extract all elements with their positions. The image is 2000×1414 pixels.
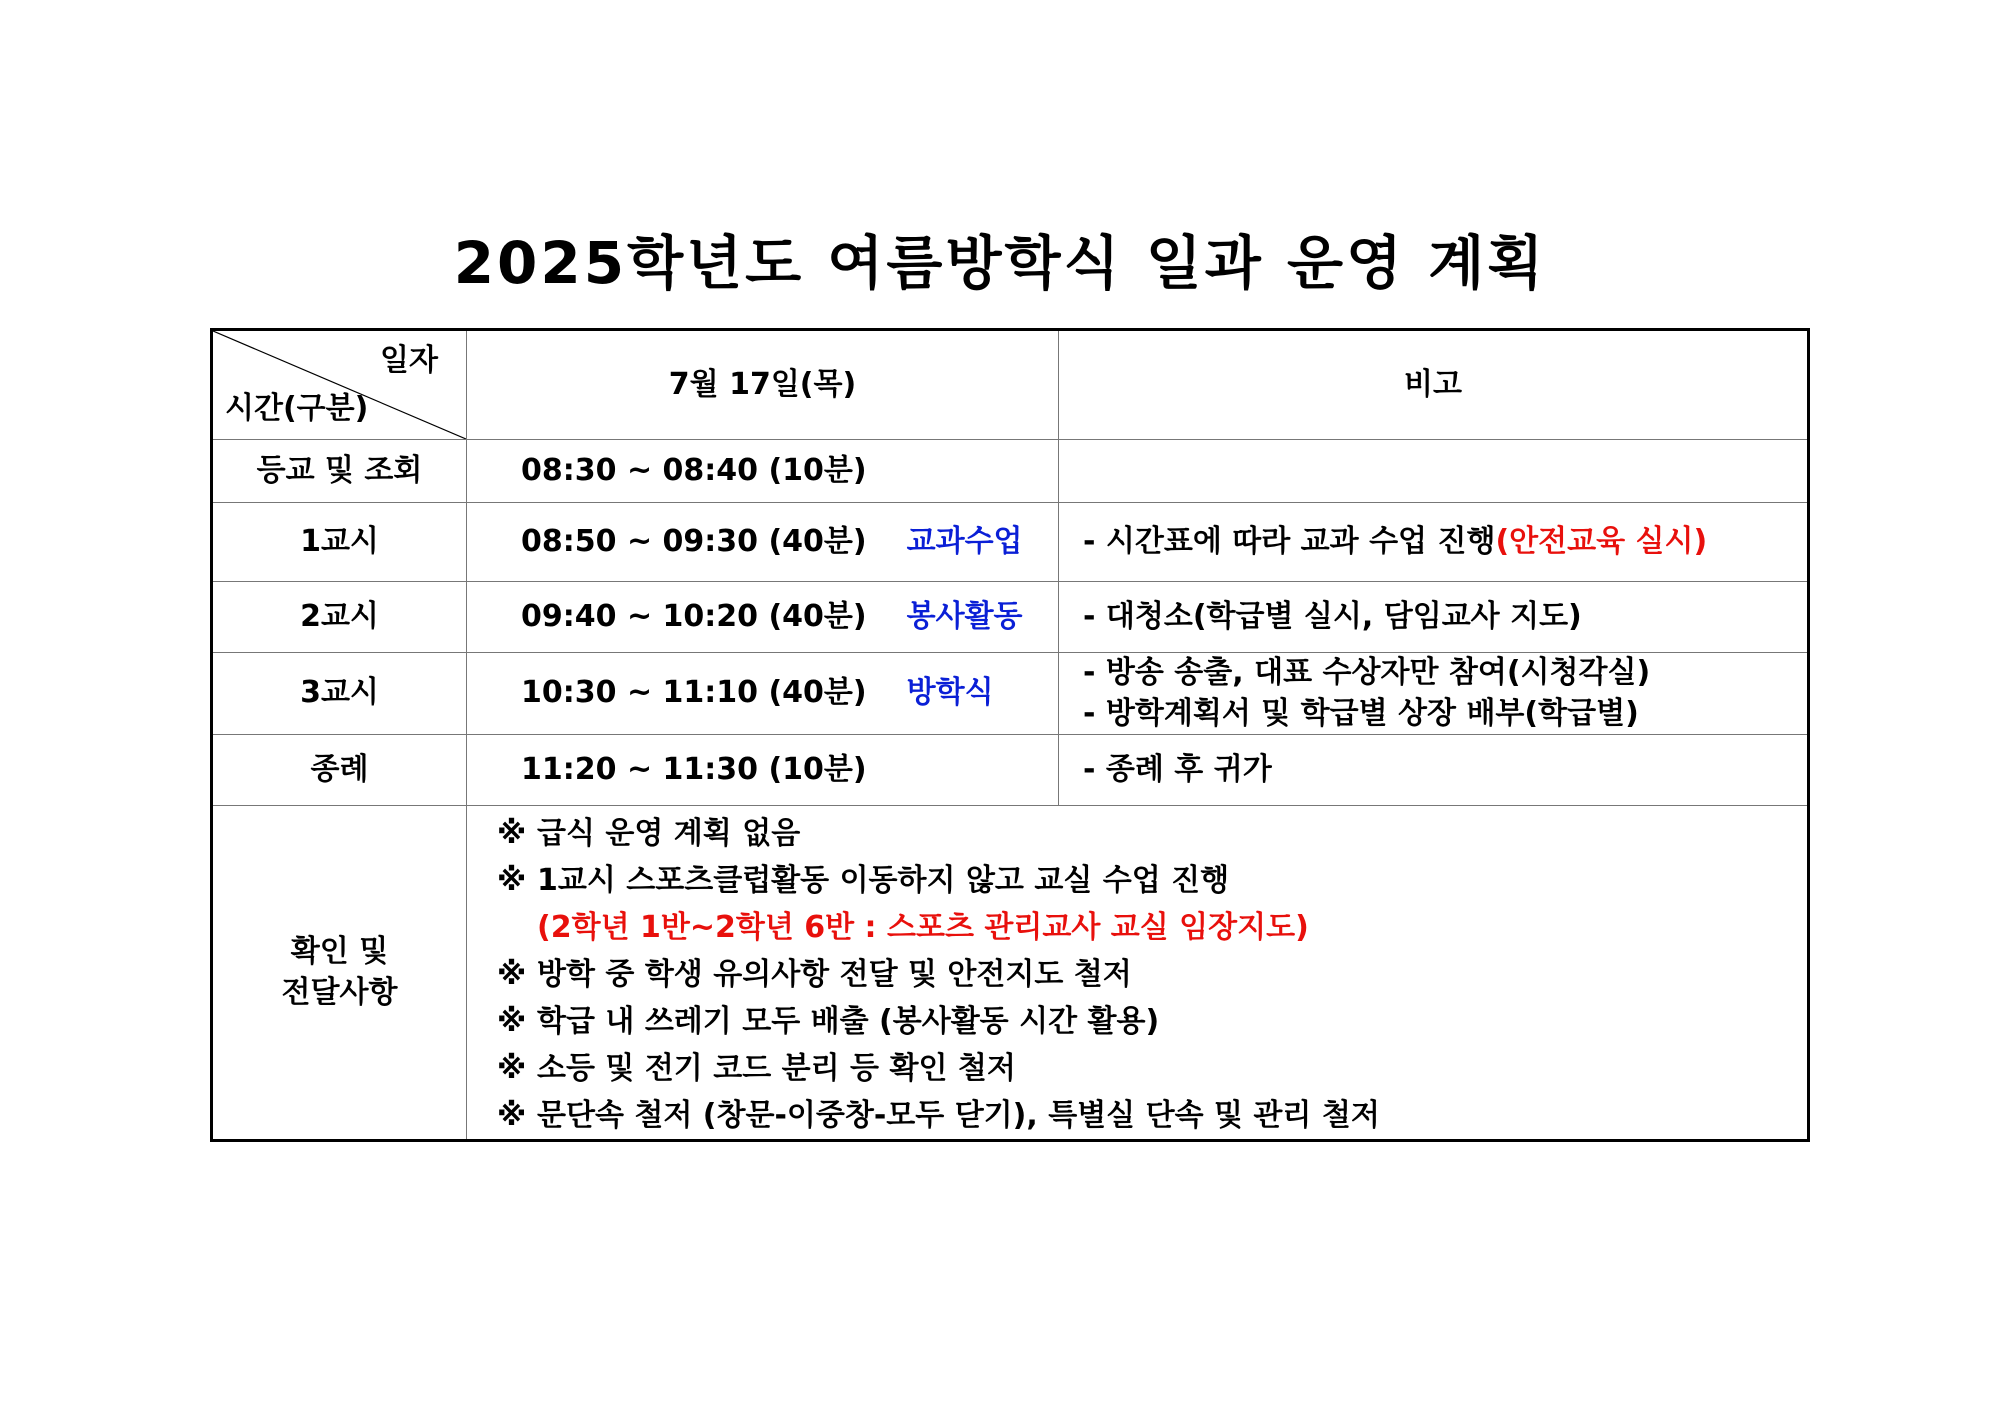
notice-item [497, 1092, 1807, 1139]
notice-item [497, 857, 1807, 904]
row-category: 종례 [212, 735, 467, 806]
notice-label-line: 확인 및 [290, 934, 389, 969]
header-date: 7월 17일(목) [467, 330, 1059, 440]
notice-item [497, 810, 1807, 857]
row-note [1059, 735, 1809, 806]
table-row [212, 440, 1809, 503]
row-note [1059, 582, 1809, 653]
header-corner-cell [212, 330, 467, 440]
table-row [212, 582, 1809, 653]
row-category: 2교시 [212, 582, 467, 653]
row-note-line: - 방학계획서 및 학급별 상장 배부(학급별) [1083, 695, 1639, 731]
reference-mark-icon: ※ [497, 863, 527, 898]
row-time [467, 582, 1059, 653]
notice-item [497, 998, 1807, 1045]
row-time-text: 08:50 ~ 09:30 (40분) [521, 523, 867, 559]
row-activity: 교과수업 [906, 523, 1023, 559]
notice-sub-item-text: (2학년 1반~2학년 6반 : 스포츠 관리교사 교실 임장지도) [537, 910, 1309, 945]
row-time [467, 503, 1059, 582]
notice-content [467, 806, 1809, 1141]
header-corner-time-label: 시간(구분) [225, 390, 369, 426]
row-category: 1교시 [212, 503, 467, 582]
row-activity: 방학식 [906, 675, 994, 711]
table-row [212, 653, 1809, 735]
notice-label-line: 전달사항 [281, 974, 398, 1010]
header-remarks: 비고 [1059, 330, 1809, 440]
row-category: 3교시 [212, 653, 467, 735]
reference-mark-icon: ※ [497, 1004, 527, 1039]
row-note-text: - 종례 후 귀가 [1083, 751, 1272, 787]
row-note-highlight: (안전교육 실시) [1495, 523, 1708, 559]
row-activity: 봉사활동 [906, 598, 1023, 634]
row-note-line: - 방송 송출, 대표 수상자만 참여(시청각실) [1083, 655, 1651, 690]
document-title: 2025학년도 여름방학식 일과 운영 계획 [453, 229, 1547, 297]
schedule-table [210, 328, 1810, 1142]
row-note-text: - 대청소(학급별 실시, 담임교사 지도) [1083, 598, 1582, 634]
row-note [1059, 653, 1809, 735]
row-note [1059, 440, 1809, 503]
row-note [1059, 503, 1809, 582]
reference-mark-icon: ※ [497, 1051, 527, 1086]
row-time-text: 09:40 ~ 10:20 (40분) [521, 598, 867, 634]
row-time-text: 11:20 ~ 11:30 (10분) [521, 751, 867, 787]
notice-item-text: 소등 및 전기 코드 분리 등 확인 철저 [537, 1051, 1016, 1086]
notice-sub-item [497, 904, 1807, 951]
table-row [212, 503, 1809, 582]
notice-item-text: 문단속 철저 (창문-이중창-모두 닫기), 특별실 단속 및 관리 철저 [537, 1098, 1380, 1133]
notice-list [467, 806, 1807, 1139]
row-time [467, 735, 1059, 806]
reference-mark-icon: ※ [497, 816, 527, 851]
notice-item-text: 1교시 스포츠클럽활동 이동하지 않고 교실 수업 진행 [537, 863, 1230, 898]
notice-item-text: 학급 내 쓰레기 모두 배출 (봉사활동 시간 활용) [537, 1004, 1160, 1039]
notice-item-text: 급식 운영 계획 없음 [537, 816, 801, 851]
notice-item-text: 방학 중 학생 유의사항 전달 및 안전지도 철저 [537, 957, 1132, 992]
row-time-text: 10:30 ~ 11:10 (40분) [521, 675, 867, 711]
header-corner-date-label: 일자 [380, 343, 438, 378]
row-time [467, 653, 1059, 735]
notice-item [497, 1045, 1807, 1092]
reference-mark-icon: ※ [497, 957, 527, 992]
row-note-text: - 시간표에 따라 교과 수업 진행 [1083, 523, 1496, 559]
reference-mark-icon: ※ [497, 1098, 527, 1133]
notice-item [497, 951, 1807, 998]
table-row [212, 735, 1809, 806]
table-header-row [212, 330, 1809, 440]
row-time-text: 08:30 ~ 08:40 (10분) [521, 452, 867, 488]
notice-label [212, 806, 467, 1141]
row-category: 등교 및 조회 [212, 440, 467, 503]
row-time [467, 440, 1059, 503]
notice-row [212, 806, 1809, 1141]
